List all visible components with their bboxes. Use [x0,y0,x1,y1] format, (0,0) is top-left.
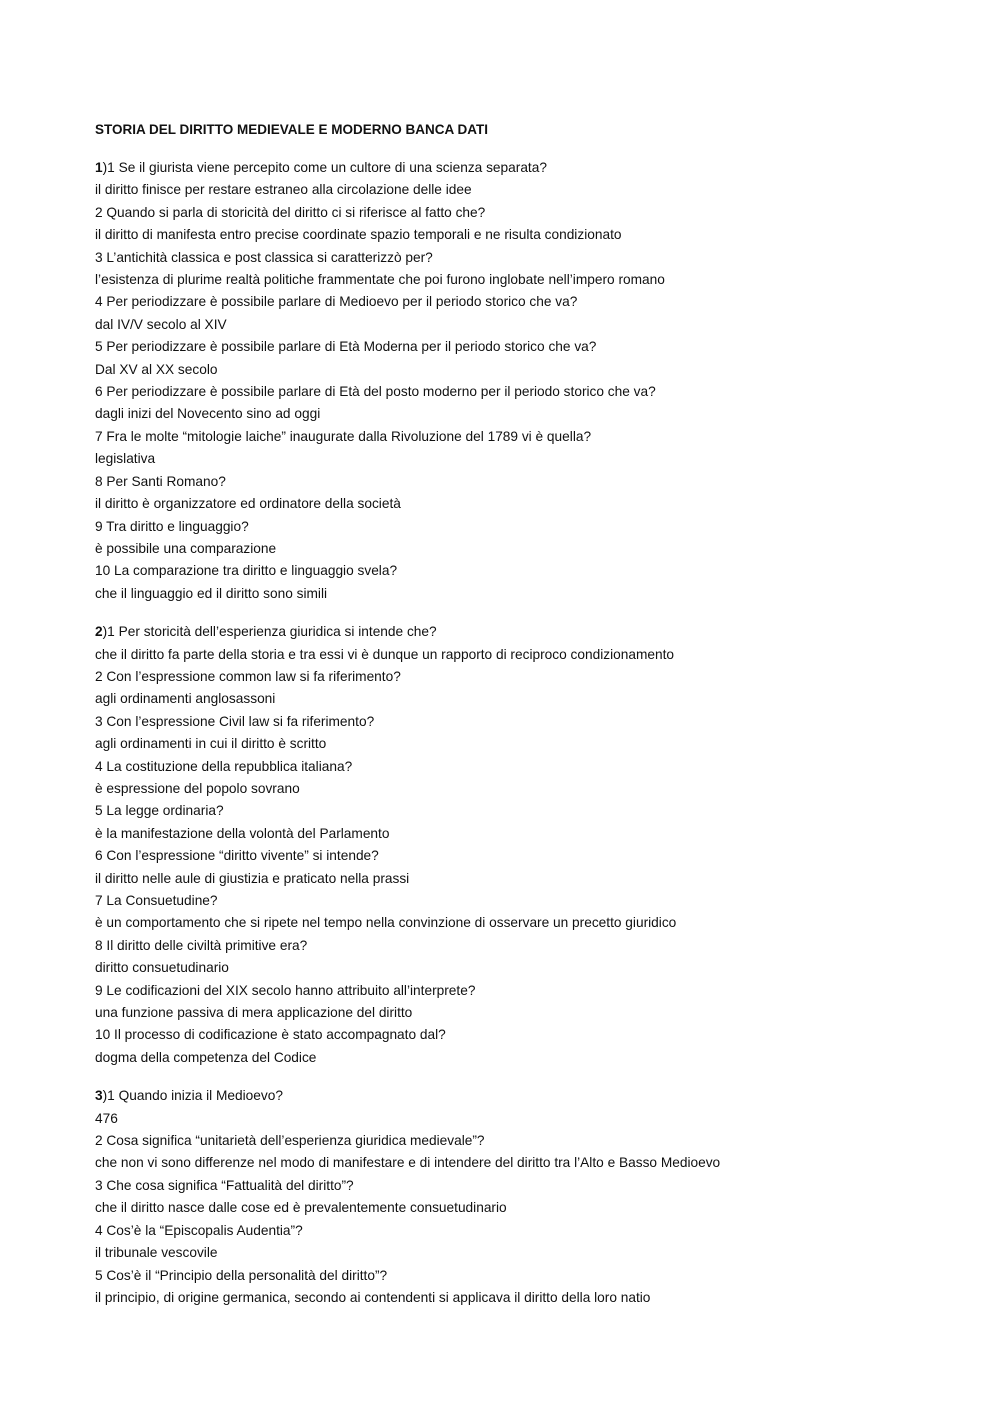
list-item: 3 Con l’espressione Civil law si fa riferimento? [95,713,375,729]
list-item: 5 La legge ordinaria? [95,803,224,819]
list-item: 2 Con l’espressione common law si fa riferimento? [95,668,401,684]
list-item: il diritto di manifesta entro precise coordinate spazio temporali e ne risulta condizionato [95,227,622,243]
list-item: il principio, di origine germanica, secondo ai contendenti si applicava il diritto della loro natio [95,1289,651,1305]
list-item: 9 Tra diritto e linguaggio? [95,518,249,534]
list-item: il diritto è organizzatore ed ordinatore della società [95,496,401,512]
list-item: dagli inizi del Novecento sino ad oggi [95,406,321,422]
list-item: 9 Le codificazioni del XIX secolo hanno attribuito all’interprete? [95,982,476,998]
list-item: 6 Con l’espressione “diritto vivente” si intende? [95,848,379,864]
list-item: 10 La comparazione tra diritto e linguaggio svela? [95,563,398,579]
question-section-1 [95,157,975,605]
section-first-line [95,1085,975,1107]
list-item: 5 Cos’è il “Principio della personalità del diritto”? [95,1267,388,1283]
list-item: il tribunale vescovile [95,1245,218,1261]
list-item: 10 Il processo di codificazione è stato accompagnato dal? [95,1027,446,1043]
list-item: il diritto nelle aule di giustizia e praticato nella prassi [95,870,410,886]
list-item: 476 [95,1110,118,1126]
list-item: 4 La costituzione della repubblica italiana? [95,758,353,774]
list-item: è un comportamento che si ripete nel tempo nella convinzione di osservare un precetto giuridico [95,915,677,931]
document-page [95,120,975,1325]
list-item: agli ordinamenti anglosassoni [95,691,276,707]
question-text: )1 Per storicità dell’esperienza giuridica si intende che? [102,624,437,640]
list-item: 7 Fra le molte “mitologie laiche” inaugurate dalla Rivoluzione del 1789 vi è quella? [95,428,592,444]
list-item: 4 Cos’è la “Episcopalis Audentia”? [95,1222,303,1238]
list-item: 2 Quando si parla di storicità del diritto ci si riferisce al fatto che? [95,204,486,220]
list-item: legislativa [95,451,156,467]
list-item: è la manifestazione della volontà del Parlamento [95,825,390,841]
list-item: Dal XV al XX secolo [95,361,218,377]
section-first-line [95,621,975,643]
list-item: che non vi sono differenze nel modo di manifestare e di intendere del diritto tra l’Alto e Basso Medioevo [95,1155,721,1171]
section-number: 1 [95,160,103,175]
list-item: 3 Che cosa significa “Fattualità del diritto”? [95,1177,354,1193]
list-item: il diritto finisce per restare estraneo alla circolazione delle idee [95,182,472,198]
list-item: agli ordinamenti in cui il diritto è scritto [95,736,327,752]
list-item: l’esistenza di plurime realtà politiche frammentate che poi furono inglobate nell’impero romano [95,272,665,288]
list-item: che il linguaggio ed il diritto sono simili [95,585,328,601]
list-item: dal IV/V secolo al XIV [95,316,227,332]
list-item: 7 La Consuetudine? [95,893,218,908]
question-text: )1 Quando inizia il Medioevo? [102,1088,283,1104]
list-item: una funzione passiva di mera applicazione del diritto [95,1005,413,1021]
list-item: 5 Per periodizzare è possibile parlare di Età Moderna per il periodo storico che va? [95,339,597,355]
question-text: )1 Se il giurista viene percepito come un cultore di una scienza separata? [102,160,547,175]
list-item: è possibile una comparazione [95,540,277,556]
section-number: 2 [95,624,103,640]
list-item: è espressione del popolo sovrano [95,780,300,796]
list-item: che il diritto fa parte della storia e tra essi vi è dunque un rapporto di reciproco condizionamento [95,646,675,662]
document-title: STORIA DEL DIRITTO MEDIEVALE E MODERNO BANCA DATI [95,122,489,137]
list-item: 8 Per Santi Romano? [95,473,226,489]
list-item: dogma della competenza del Codice [95,1049,317,1065]
list-item: 3 L’antichità classica e post classica si caratterizzò per? [95,249,433,265]
question-section-3 [95,1085,975,1309]
list-item: 4 Per periodizzare è possibile parlare di Medioevo per il periodo storico che va? [95,294,578,310]
section-number: 3 [95,1088,103,1104]
list-item: 8 Il diritto delle civiltà primitive era? [95,937,308,953]
list-item: diritto consuetudinario [95,960,229,976]
question-section-2 [95,621,975,1069]
list-item: che il diritto nasce dalle cose ed è prevalentemente consuetudinario [95,1200,507,1216]
list-item: 6 Per periodizzare è possibile parlare di Età del posto moderno per il periodo storico che va? [95,384,656,400]
section-first-line [95,157,975,179]
list-item: 2 Cosa significa “unitarietà dell’esperienza giuridica medievale”? [95,1133,485,1149]
